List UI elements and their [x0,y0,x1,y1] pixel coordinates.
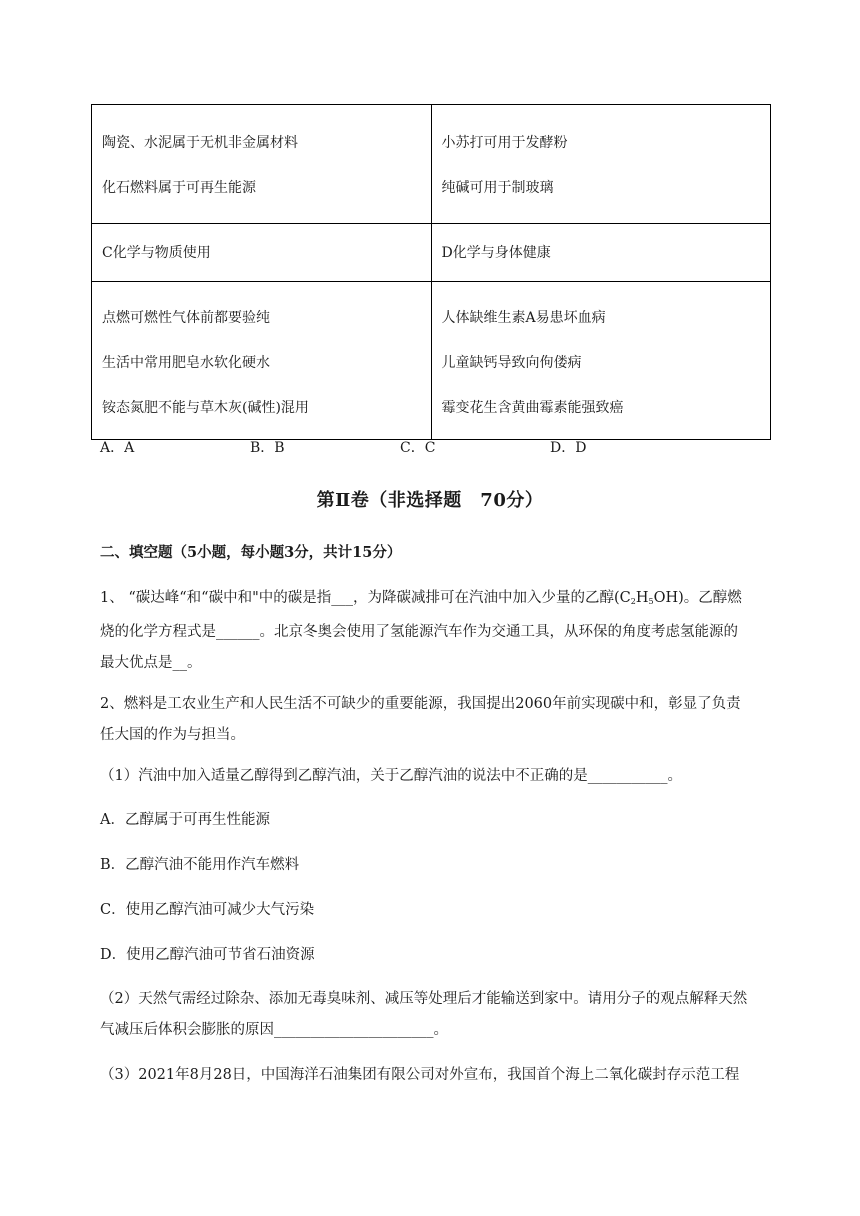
question-1 [100,583,780,679]
table-cell-d-items [431,282,771,440]
choice-a[interactable]: A．A [100,440,135,456]
table-cell-a-items [92,105,432,224]
question-line [100,583,780,617]
table-item: 铵态氮肥不能与草木灰(碱性)混用 [102,400,309,416]
question-line: 气减压后体积会膨胀的原因______________________。 [100,1022,448,1038]
table-item: 生活中常用肥皂水软化硬水 [102,355,270,371]
question-2-3 [100,1060,780,1091]
question-2-1 [100,761,780,792]
question-line: （3）2021年8月28日，中国海洋石油集团有限公司对外宣布，我国首个海上二氧化碳封存示范工程 [100,1067,740,1083]
question-2-2 [100,984,780,1046]
table-header-label: C化学与物质使用 [102,245,211,261]
table-item: 霉变花生含黄曲霉素能强致癌 [441,400,624,416]
table-cell-c-items [92,282,432,440]
table-header-d [431,224,771,282]
question-line: （1）汽油中加入适量乙醇得到乙醇汽油，关于乙醇汽油的说法中不正确的是___________。 [100,768,682,784]
question-line: 最大优点是__。 [100,655,202,671]
question-2-1-option-b[interactable] [100,850,780,881]
table-item: 化石燃料属于可再生能源 [102,180,256,196]
question-2-1-option-a[interactable] [100,805,780,836]
section-title: 第Ⅱ卷（非选择题 70分） [316,490,544,511]
question-2-1-option-d[interactable] [100,940,780,971]
text-run: 1、 “碳达峰“和“碳中和"中的碳是指___，为降碳减排可在汽油中加入少量的乙醇(C [100,590,631,606]
choice-b[interactable]: B．B [250,440,285,456]
option-text: A．乙醇属于可再生性能源 [100,812,270,828]
question-2 [100,689,780,751]
table-header-c [92,224,432,282]
question-line: 2、燃料是工农业生产和人民生活不可缺少的重要能源，我国提出2060年前实现碳中和，彰显了负责 [100,696,741,712]
table-item: 人体缺维生素A易患坏血病 [441,310,606,326]
text-run: OH)。乙醇燃 [653,590,742,606]
table-row [92,282,771,440]
table-item: 儿童缺钙导致向佝偻病 [441,355,582,371]
options-table [91,104,771,440]
table-row [92,224,771,282]
table-row [92,105,771,224]
option-text: D．使用乙醇汽油可节省石油资源 [100,947,315,963]
subscript: 5 [648,597,654,606]
table-item: 陶瓷、水泥属于无机非金属材料 [102,135,298,151]
table-item: 点燃可燃性气体前都要验纯 [102,310,270,326]
question-line: 任大国的作为与担当。 [100,727,245,743]
question-2-1-option-c[interactable] [100,895,780,926]
question-line: （2）天然气需经过除杂、添加无毒臭味剂、减压等处理后才能输送到家中。请用分子的观点解释天然 [100,991,748,1007]
text-run: H [635,590,649,606]
choice-d[interactable]: D．D [550,440,587,456]
question-line: 烧的化学方程式是______。北京冬奥会使用了氢能源汽车作为交通工具，从环保的角度考虑氢能源的 [100,624,738,640]
table-item: 小苏打可用于发酵粉 [441,135,568,151]
part-heading: 二、填空题（5小题，每小题3分，共计15分） [100,544,402,561]
choice-c[interactable]: C．C [400,440,436,456]
subscript: 2 [630,597,636,606]
table-header-label: D化学与身体健康 [441,245,551,261]
table-cell-b-items [431,105,771,224]
option-text: B．乙醇汽油不能用作汽车燃料 [100,857,300,873]
table-item: 纯碱可用于制玻璃 [441,180,554,196]
option-text: C．使用乙醇汽油可减少大气污染 [100,902,315,918]
